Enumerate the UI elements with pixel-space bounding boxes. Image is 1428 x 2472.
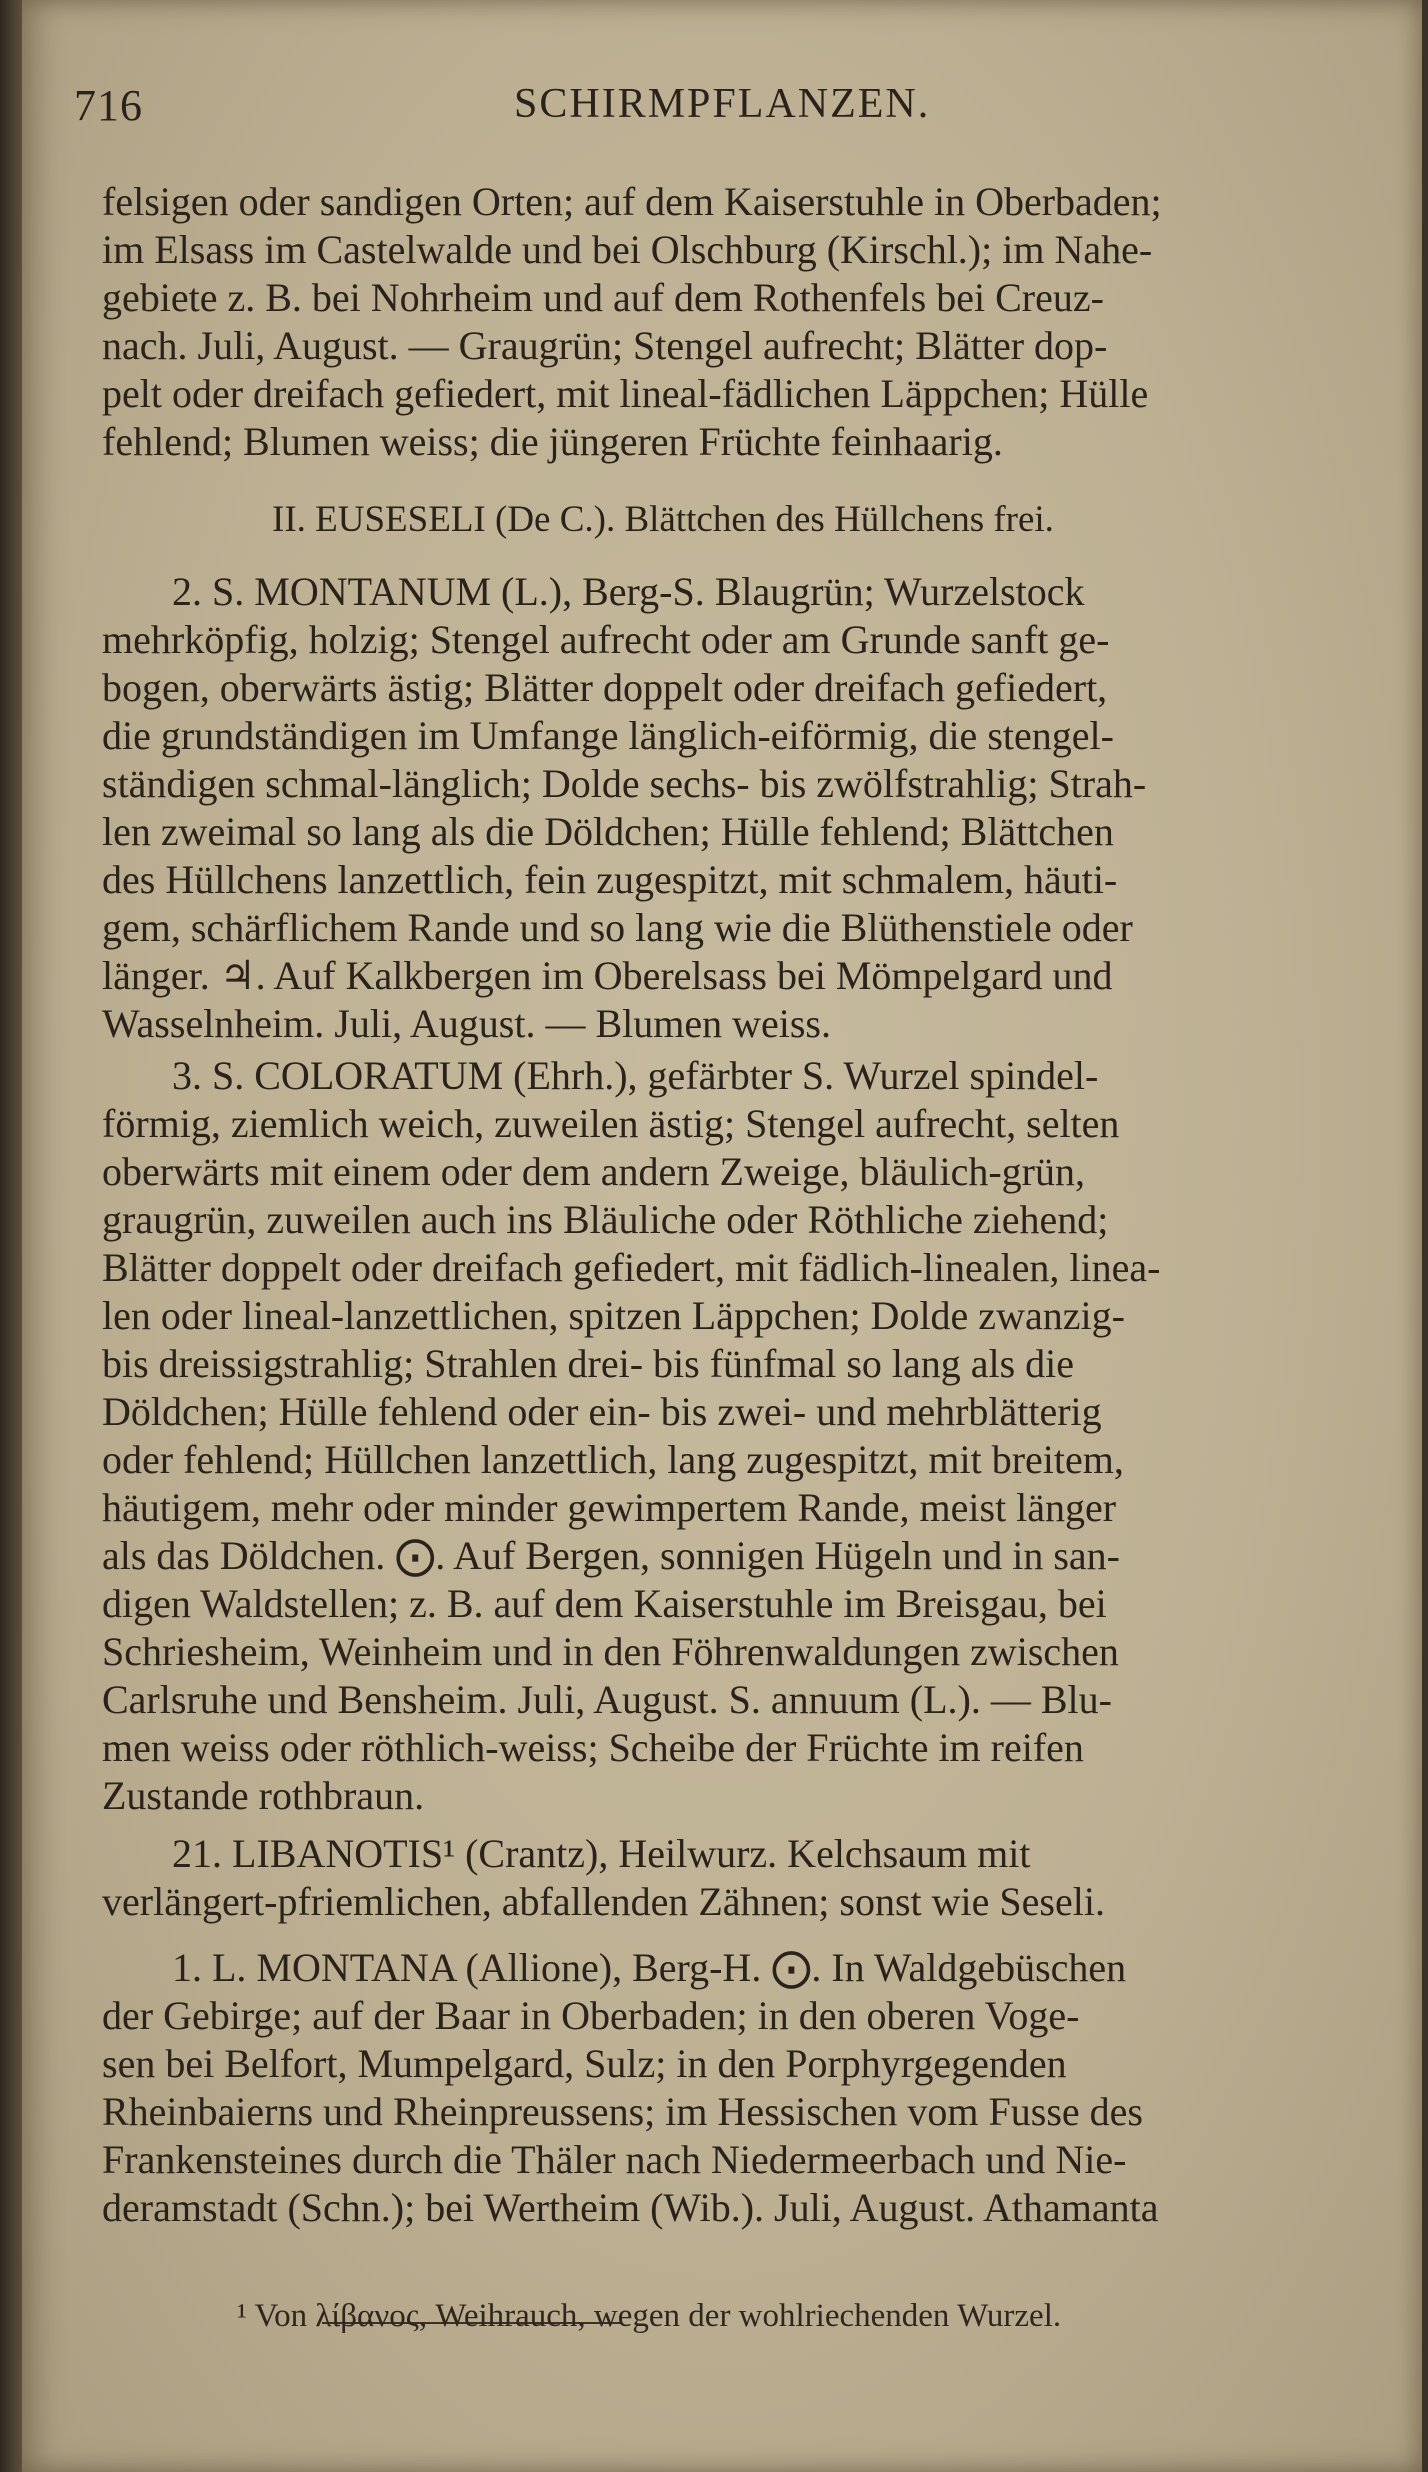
text-line: die grundständigen im Umfange länglich-eiförmig, die stengel- (102, 713, 1114, 758)
page-number: 716 (74, 81, 143, 130)
text-line: des Hüllchens lanzettlich, fein zugespitzt, mit schmalem, häuti- (102, 857, 1118, 902)
species-entry-line: 1. L. MONTANA (Allione), Berg-H. ⨀. In Waldgebüschen (172, 1945, 1127, 1990)
text-line: nach. Juli, August. — Graugrün; Stengel aufrecht; Blätter dop- (102, 323, 1108, 368)
text-line: Wasselnheim. Juli, August. — Blumen weiss. (102, 1001, 831, 1046)
running-head: SCHIRMPFLANZEN. (514, 81, 931, 127)
text-line: oder fehlend; Hüllchen lanzettlich, lang zugespitzt, mit breitem, (102, 1437, 1124, 1482)
text-line: oberwärts mit einem oder dem andern Zweige, bläulich-grün, (102, 1149, 1085, 1194)
text-line: gem, schärflichem Rande und so lang wie die Blüthenstiele oder (102, 905, 1133, 950)
text-line: fehlend; Blumen weiss; die jüngeren Früchte feinhaarig. (102, 419, 1003, 464)
text-line: Zustande rothbraun. (102, 1773, 425, 1818)
text-line: mehrköpfig, holzig; Stengel aufrecht oder am Grunde sanft ge- (102, 617, 1110, 662)
text-line: Rheinbaierns und Rheinpreussens; im Hessischen vom Fusse des (102, 2089, 1143, 2134)
text-line: Schriesheim, Weinheim und in den Föhrenwaldungen zwischen (102, 1629, 1119, 1674)
book-spine (0, 0, 22, 2472)
genus-entry-line: 21. LIBANOTIS¹ (Crantz), Heilwurz. Kelchsaum mit (172, 1831, 1031, 1876)
text-line: len oder lineal-lanzettlichen, spitzen Läppchen; Dolde zwanzig- (102, 1293, 1125, 1338)
text-line: ständigen schmal-länglich; Dolde sechs- bis zwölfstrahlig; Strah- (102, 761, 1147, 806)
text-line: bis dreissigstrahlig; Strahlen drei- bis fünfmal so lang als die (102, 1341, 1075, 1386)
text-line: felsigen oder sandigen Orten; auf dem Kaiserstuhle in Oberbaden; (102, 179, 1162, 224)
text-line: men weiss oder röthlich-weiss; Scheibe der Früchte im reifen (102, 1725, 1084, 1770)
footnote: ¹ Von λίβανος, Weihrauch, wegen der wohlriechenden Wurzel. (237, 2298, 1062, 2334)
text-line: der Gebirge; auf der Baar in Oberbaden; in den oberen Voge- (102, 1993, 1080, 2038)
page-header (74, 80, 1374, 140)
text-line: Blätter doppelt oder dreifach gefiedert, mit fädlich-linealen, linea- (102, 1245, 1161, 1290)
species-entry-line: 2. S. MONTANUM (L.), Berg-S. Blaugrün; Wurzelstock (172, 569, 1085, 614)
text-line: im Elsass im Castelwalde und bei Olschburg (Kirschl.); im Nahe- (102, 227, 1153, 272)
section-heading: II. EUSESELI (De C.). Blättchen des Hüllchens frei. (272, 499, 1054, 540)
text-line: länger. ♃. Auf Kalkbergen im Oberelsass bei Mömpelgard und (102, 953, 1113, 998)
text-line: Döldchen; Hülle fehlend oder ein- bis zwei- und mehrblätterig (102, 1389, 1102, 1434)
text-line: sen bei Belfort, Mumpelgard, Sulz; in den Porphyrgegenden (102, 2041, 1067, 2086)
text-line: gebiete z. B. bei Nohrheim und auf dem Rothenfels bei Creuz- (102, 275, 1104, 320)
text-line: Frankensteines durch die Thäler nach Niedermeerbach und Nie- (102, 2137, 1127, 2182)
text-line: graugrün, zuweilen auch ins Bläuliche oder Röthliche ziehend; (102, 1197, 1109, 1242)
text-line: deramstadt (Schn.); bei Wertheim (Wib.). Juli, August. Athamanta (102, 2185, 1159, 2230)
text-line: pelt oder dreifach gefiedert, mit lineal-fädlichen Läppchen; Hülle (102, 371, 1149, 416)
text-line: digen Waldstellen; z. B. auf dem Kaiserstuhle im Breisgau, bei (102, 1581, 1107, 1626)
book-page (22, 0, 1422, 2472)
text-line: bogen, oberwärts ästig; Blätter doppelt oder dreifach gefiedert, (102, 665, 1108, 710)
text-line: häutigem, mehr oder minder gewimpertem Rande, meist länger (102, 1485, 1117, 1530)
text-line: Carlsruhe und Bensheim. Juli, August. S. annuum (L.). — Blu- (102, 1677, 1112, 1722)
text-line: verlängert-pfriemlichen, abfallenden Zähnen; sonst wie Seseli. (102, 1879, 1105, 1924)
text-line: len zweimal so lang als die Döldchen; Hülle fehlend; Blättchen (102, 809, 1114, 854)
text-line: als das Döldchen. ⨀. Auf Bergen, sonnigen Hügeln und in san- (102, 1533, 1120, 1578)
species-entry-line: 3. S. COLORATUM (Ehrh.), gefärbter S. Wurzel spindel- (172, 1053, 1099, 1098)
text-line: förmig, ziemlich weich, zuweilen ästig; Stengel aufrecht, selten (102, 1101, 1120, 1146)
